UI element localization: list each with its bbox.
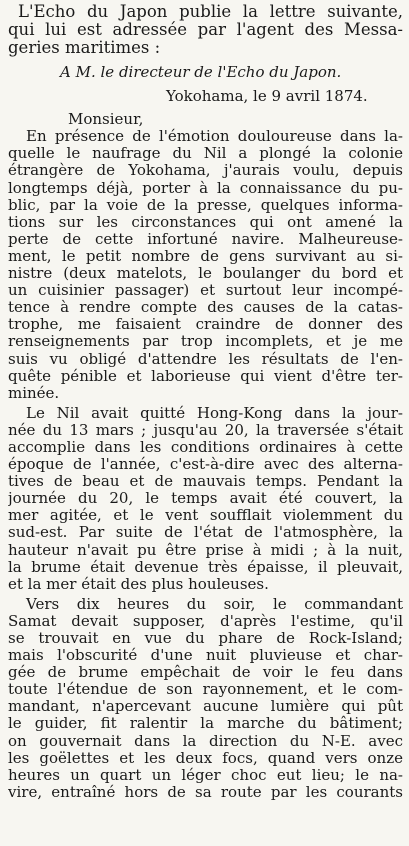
text-line: née du 13 mars ; jusqu'au 20, la traversée s'était [8,421,403,439]
intro-paragraph [8,3,403,57]
text-line: minée. [8,384,60,402]
text-line: tives de beau et de mauvais temps. Pendant la [8,473,403,491]
text-line: Vers dix heures du soir, le commandant [26,595,403,613]
text-line: sud-est. Par suite de l'état de l'atmosphère, la [8,524,403,542]
text-line: hauteur n'avait pu être prise à midi ; à la nuit, [8,541,403,559]
text-line: tions sur les circonstances qui ont amené la [8,213,403,231]
text-line: trophe, me faisaient craindre de donner des [8,316,403,334]
text-line: vire, entraîné hors de sa route par les courants [8,783,403,801]
text-line: perte de cette infortuné navire. Malheureuse- [8,230,403,248]
text-line: époque de l'année, c'est-à-dire avec des alterna- [8,456,403,474]
letter-dateline: Yokohama, le 9 avril 1874. [166,88,368,106]
letter-salutation: Monsieur, [68,111,144,129]
text-line: suis vu obligé d'attendre les résultats de l'en- [8,350,403,368]
text-line: et la mer était des plus houleuses. [8,575,269,593]
text-line: geries maritimes : [8,39,161,57]
text-line: se trouvait en vue du phare de Rock-Island; [8,630,403,647]
text-line: mandant, n'apercevant aucune lumière qui pût [8,698,403,716]
text-line: toute l'étendue de son rayonnement, et le com- [8,681,403,699]
text-line: Le Nil avait quitté Hong-Kong dans la jour- [26,404,403,422]
text-line: étrangère de Yokohama, j'aurais voulu, depuis [8,162,403,180]
text-line: heures un quart un léger choc eut lieu; le na- [8,766,403,784]
text-line: ment, le petit nombre de gens survivant au si- [8,247,403,265]
text-line: les goëlettes et les deux focs, quand vers onze [8,749,403,767]
text-line: accomplie dans les conditions ordinaires à cette [8,438,403,456]
text-line: blic, par la voie de la presse, quelques informa- [8,196,403,214]
text-line: longtemps déjà, porter à la connaissance du pu- [8,179,403,197]
text-line: quelle le naufrage du Nil a plongé la colonie [8,145,403,163]
text-line: mais l'obscurité d'une nuit pluvieuse et char- [8,647,403,665]
text-line: mer agitée, et le vent soufflait violemment du [8,507,403,525]
text-line: L'Echo du Japon publie la lettre suivante, [18,3,403,21]
text-line: journée du 20, le temps avait été couvert, la [8,490,403,508]
text-line: quête pénible et laborieuse qui vient d'être ter- [8,367,403,385]
letter-address: A M. le directeur de l'Echo du Japon. [60,64,342,81]
text-line: renseignements par trop incomplets, et je me [8,333,403,351]
text-line: un cuisinier passager) et surtout leur incompé- [8,282,403,300]
text-line: gée de brume empêchait de voir le feu dans [8,664,403,682]
text-line: tence à rendre compte des causes de la catas- [8,299,403,317]
text-line: En présence de l'émotion douloureuse dans la- [26,128,403,146]
text-line: la brume était devenue très épaisse, il pleuvait, [8,558,403,576]
text-line: nistre (deux matelots, le boulanger du bord et [8,265,403,283]
text-line: on gouvernait dans la direction du N-E. avec [8,732,403,750]
letter-paragraph-1 [8,128,403,402]
text-line: qui lui est adressée par l'agent des Messa- [8,21,403,39]
text-line: Samat devait supposer, d'après l'estime, qu'il [8,612,403,630]
letter-paragraph-2 [8,405,403,593]
text-line: le guider, fit ralentir la marche du bâtiment; [8,715,403,733]
letter-paragraph-3 [8,596,403,801]
